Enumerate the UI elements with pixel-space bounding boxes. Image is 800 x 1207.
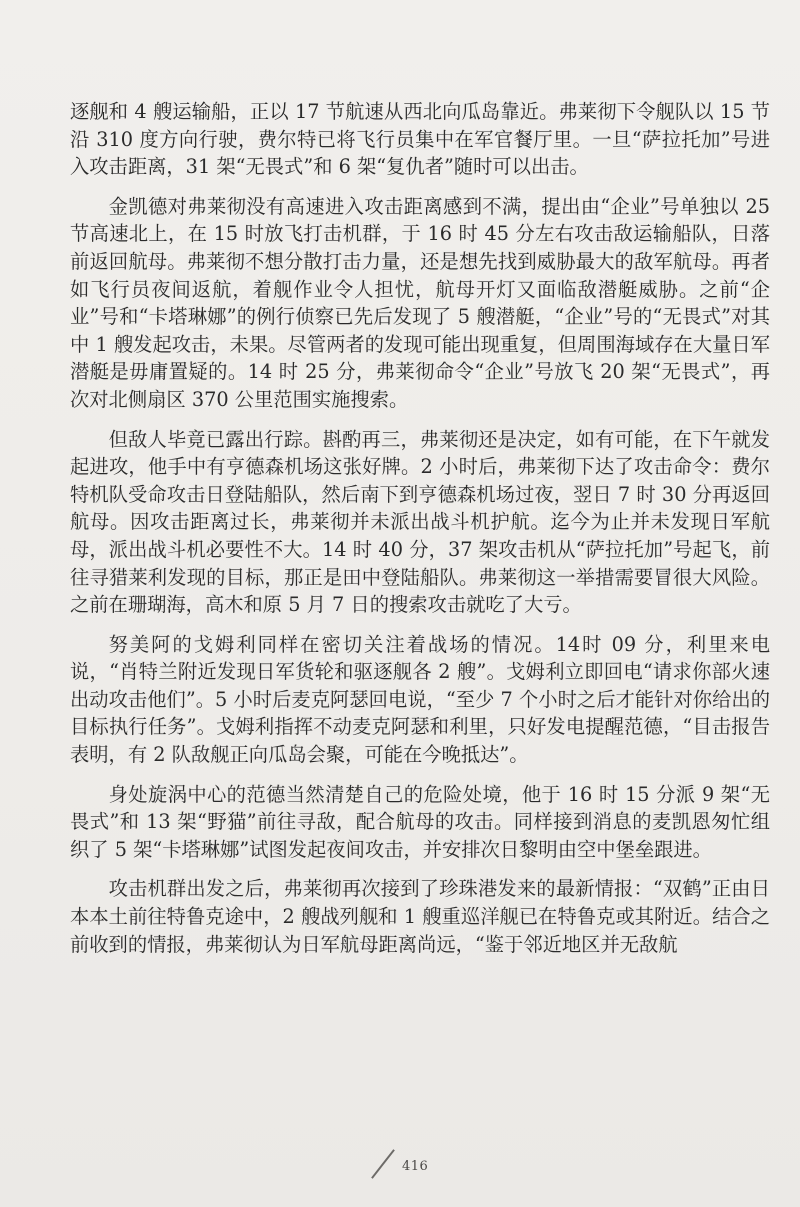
footer-slash-decoration <box>371 1149 395 1179</box>
paragraph-2: 金凯德对弗莱彻没有高速进入攻击距离感到不满，提出由“企业”号单独以 25 节高速北上，在 15 时放飞打击机群，于 16 时 45 分左右攻击敌运输船队，日落前返回航母。弗莱彻不想分散打击力量，还是想先找到威胁最大的敌军航母。再者如飞行员夜间返航，着舰作业令人担忧，航母开灯又面临敌潜艇威胁。之前“企业”号和“卡塔琳娜”的例行侦察已先后发现了 5 艘潜艇，“企业”号的“无畏式”对其中 1 艘发起攻击，未果。尽管两者的发现可能出现重复，但周围海域存在大量日军潜艇是毋庸置疑的。14 时 25 分，弗莱彻命令“企业”号放飞 20 架“无畏式”，再次对北侧扇区 370 公里范围实施搜索。 <box>70 194 770 411</box>
paragraph-6: 攻击机群出发之后，弗莱彻再次接到了珍珠港发来的最新情报：“双鹤”正由日本本土前往特鲁克途中，2 艘战列舰和 1 艘重巡洋舰已在特鲁克或其附近。结合之前收到的情报，弗莱彻认为日军航母距离尚远，“鉴于邻近地区并无敌航 <box>70 877 770 956</box>
paragraph-1: 逐舰和 4 艘运输船，正以 17 节航速从西北向瓜岛靠近。弗莱彻下令舰队以 15 节沿 310 度方向行驶，费尔特已将飞行员集中在军官餐厅里。一旦“萨拉托加”号进入攻击距离，31 架“无畏式”和 6 架“复仇者”随时可以出击。 <box>70 100 770 179</box>
paragraph-4: 努美阿的戈姆利同样在密切关注着战场的情况。14时 09 分，利里来电说，“肖特兰附近发现日军货轮和驱逐舰各 2 艘”。戈姆利立即回电“请求你部火速出动攻击他们”。5 小时后麦克阿瑟回电说，“至少 7 个小时之后才能针对你给出的目标执行任务”。戈姆利指挥不动麦克阿瑟和利里，只好发电提醒范德，“目击报告表明，有 2 队敌舰正向瓜岛会聚，可能在今晚抵达”。 <box>70 632 770 767</box>
page-number: 416 <box>402 1159 429 1174</box>
paragraph-3: 但敌人毕竟已露出行踪。斟酌再三，弗莱彻还是决定，如有可能，在下午就发起进攻，他手中有亨德森机场这张好牌。2 小时后，弗莱彻下达了攻击命令：费尔特机队受命攻击日登陆船队，然后南下到亨德森机场过夜，翌日 7 时 30 分再返回航母。因攻击距离过长，弗莱彻并未派出战斗机护航。迄今为止并未发现日军航母，派出战斗机必要性不大。14 时 40 分，37 架攻击机从“萨拉托加”号起飞，前往寻猎莱利发现的目标，那正是田中登陆船队。弗莱彻这一举措需要冒很大风险。之前在珊瑚海，高木和原 5 月 7 日的搜索攻击就吃了大亏。 <box>70 427 770 617</box>
page-footer <box>368 1140 448 1190</box>
paragraph-5: 身处旋涡中心的范德当然清楚自己的危险处境，他于 16 时 15 分派 9 架“无畏式”和 13 架“野猫”前往寻敌，配合航母的攻击。同样接到消息的麦凯恩匆忙组织了 5 架“卡塔琳娜”试图发起夜间攻击，并安排次日黎明由空中堡垒跟进。 <box>70 782 770 861</box>
body-text <box>70 98 770 970</box>
